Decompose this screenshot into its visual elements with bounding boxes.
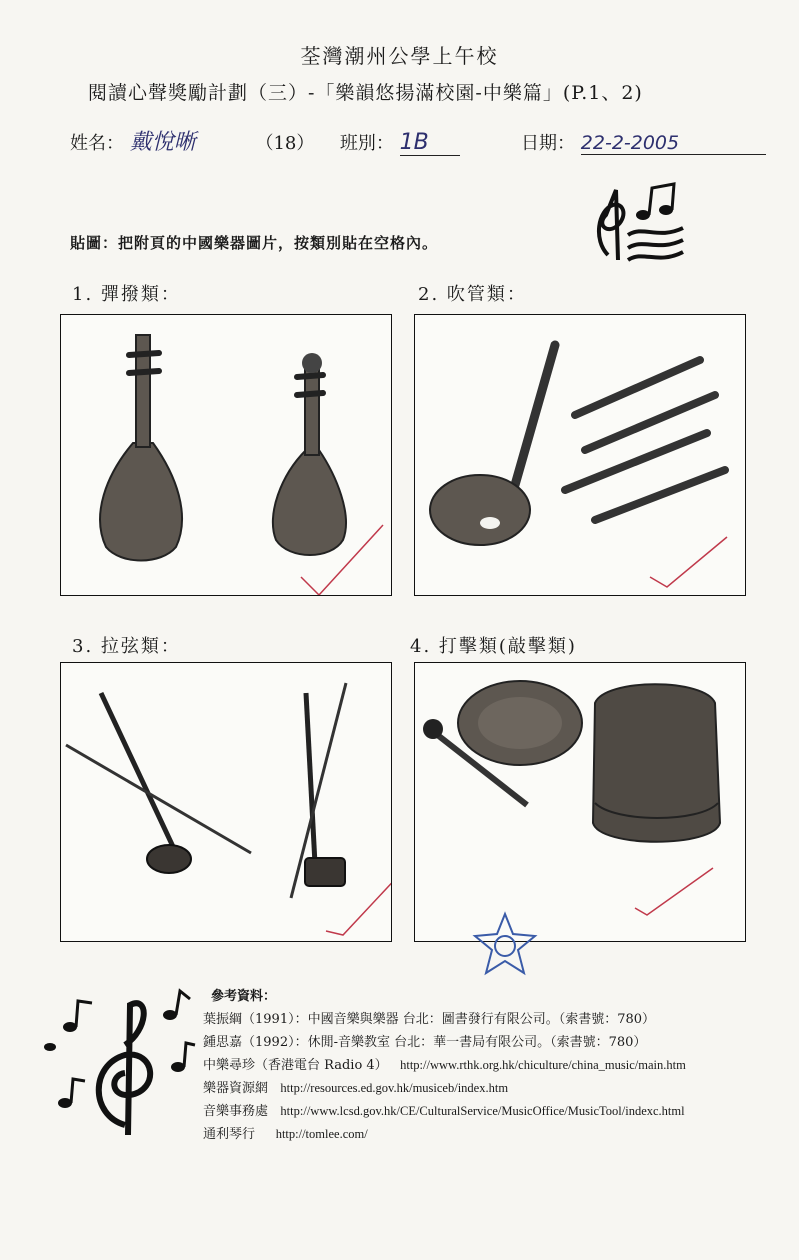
reference-url[interactable]: http://resources.ed.gov.hk/musiceb/index.htm <box>280 1081 509 1095</box>
wind-box <box>414 314 746 596</box>
category-percussion-label: 4. 打擊類(敲擊類) <box>410 636 577 657</box>
reference-item: 中樂尋珍（香港電台 Radio 4） http://www.rthk.org.hk/chiculture/china_music/main.htm <box>203 1058 686 1073</box>
reference-item: 樂器資源網 http://resources.ed.gov.hk/musiceb/index.htm <box>203 1081 509 1096</box>
percussion-box <box>414 662 746 942</box>
name-value: 戴悅晰 <box>129 130 196 155</box>
erhu-picture <box>61 663 391 941</box>
name-label: 姓名： <box>70 133 124 154</box>
reference-url[interactable]: http://www.rthk.org.hk/chiculture/china_music/main.htm <box>400 1058 686 1072</box>
reference-item: 音樂事務處 http://www.lcsd.gov.hk/CE/CulturalService/MusicOffice/MusicTool/indexc.html <box>203 1104 685 1119</box>
category-plucked-label: 1. 彈撥類： <box>72 284 181 305</box>
reference-item: 通利琴行 http://tomlee.com/ <box>203 1127 368 1142</box>
school-name: 荃灣潮州公學上午校 <box>300 44 499 68</box>
student-info-row <box>70 125 766 156</box>
gong-drum-picture <box>415 663 745 941</box>
reference-item: 葉振綱（1991）：中國音樂與樂器 台北：圖書發行有限公司。（索書號：780） <box>203 1012 656 1027</box>
plucked-box <box>60 314 392 596</box>
references-heading: 參考資料： <box>211 989 277 1004</box>
plan-title: 閱讀心聲獎勵計劃（三）-「樂韻悠揚滿校園-中樂篇」(P.1、2) <box>88 82 643 104</box>
instruction-text: 貼圖：把附頁的中國樂器圖片，按類別貼在空格內。 <box>70 234 439 252</box>
pipa-picture <box>61 315 391 595</box>
date-label: 日期： <box>521 133 576 154</box>
reference-url[interactable]: http://tomlee.com/ <box>275 1127 368 1141</box>
class-value: 1B <box>400 130 460 156</box>
class-label: 班別： <box>339 133 394 154</box>
bowed-box <box>60 662 392 942</box>
student-number: （18） <box>255 133 315 154</box>
star-stamp-icon <box>470 910 540 980</box>
reference-item: 鍾思嘉（1992）：休閒-音樂教室 台北：華一書局有限公司。（索書號：780） <box>203 1035 647 1050</box>
music-notes-icon <box>588 180 688 270</box>
reference-url[interactable]: http://www.lcsd.gov.hk/CE/CulturalService/MusicOffice/MusicTool/indexc.html <box>280 1104 685 1118</box>
category-wind-label: 2. 吹管類： <box>418 284 527 305</box>
suona-dizi-picture <box>415 315 745 595</box>
category-bowed-label: 3. 拉弦類： <box>72 636 181 657</box>
references-section <box>203 985 686 1146</box>
music-notes-icon <box>30 985 200 1140</box>
date-value: 22-2-2005 <box>581 132 766 155</box>
